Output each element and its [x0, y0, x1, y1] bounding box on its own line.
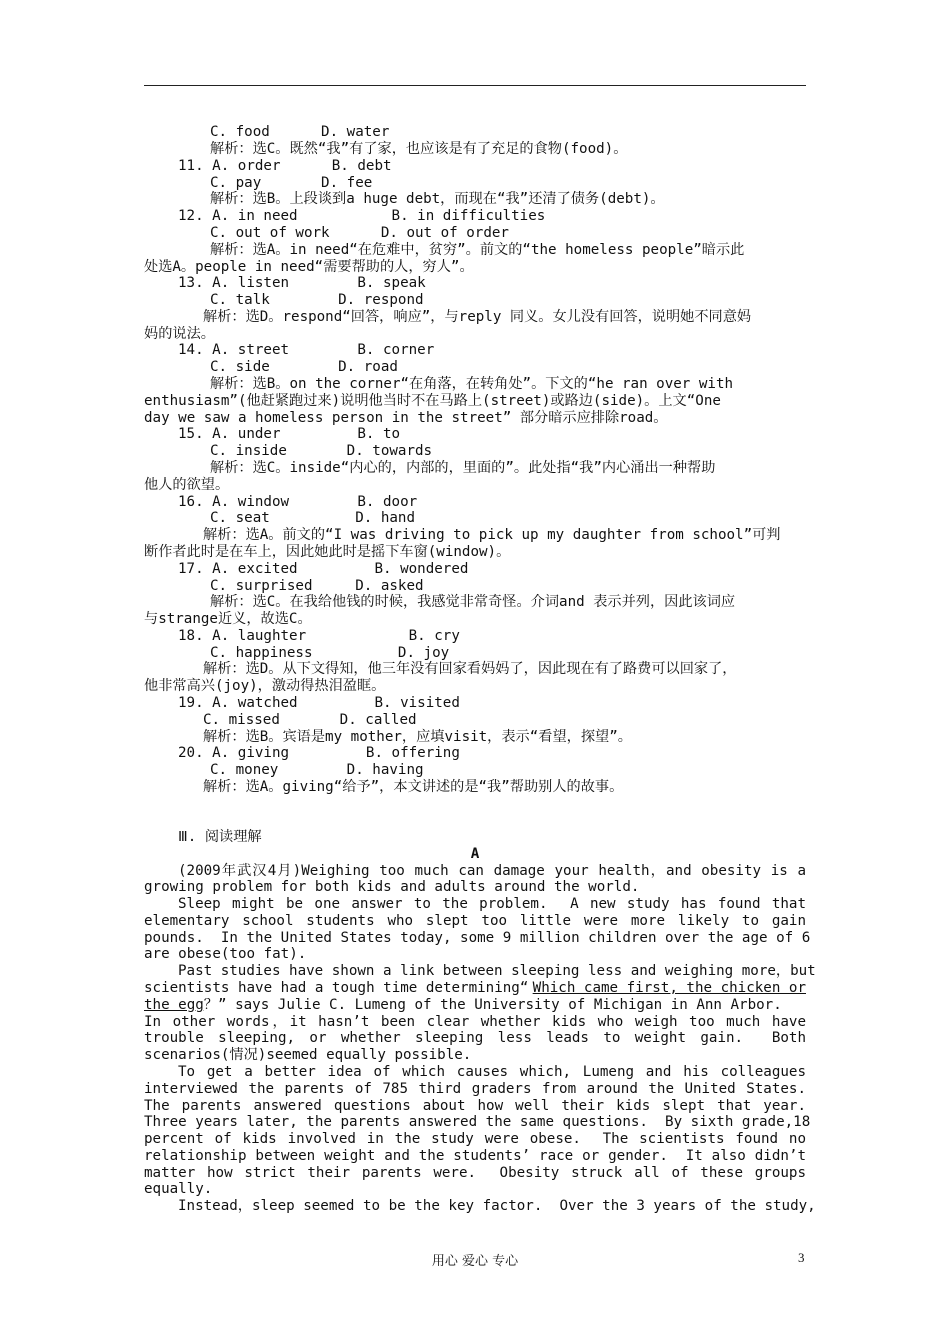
passage-line: Sleep might be one answer to the problem. A new study has found that	[178, 896, 806, 912]
explanation-cont: enthusiasm”(他赶紧跑过来)说明他当时不在马路上(street)或路边(side)。上文“One	[144, 393, 721, 409]
question-line: 20. A. giving B. offering	[178, 745, 460, 761]
passage-line: are obese(too fat).	[144, 946, 307, 962]
underlined-quote: the egg	[144, 997, 204, 1013]
option-line: C. talk D. respond	[210, 292, 424, 308]
passage-line: Past studies have shown a link between sleeping less and weighing more，but	[178, 963, 816, 979]
option-line: C. money D. having	[210, 762, 424, 778]
option-line: C. inside D. towards	[210, 443, 433, 459]
question-line: 19. A. watched B. visited	[178, 695, 460, 711]
option-line: C. pay D. fee	[210, 175, 373, 191]
explanation: 解析：选C。inside“内心的，内部的，里面的”。此处指“我”内心涌出一种帮助	[210, 460, 716, 476]
explanation-cont: 妈的说法。	[144, 326, 215, 342]
passage-line: pounds. In the United States today, some 9 million children over the age of 6	[144, 930, 811, 946]
option-line: C. surprised D. asked	[210, 578, 424, 594]
explanation-cont: 他人的欲望。	[144, 477, 230, 493]
passage-line: scenarios(情况)seemed equally possible.	[144, 1047, 472, 1063]
explanation: 解析：选C。既然“我”有了家，也应该是有了充足的食物(food)。	[210, 141, 628, 157]
option-line: C. seat D. hand	[210, 510, 415, 526]
explanation: 解析：选A。giving“给予”，本文讲述的是“我”帮助别人的故事。	[203, 779, 624, 795]
underlined-quote: Which came first, the chicken or	[532, 980, 806, 996]
explanation: 解析：选B。上段谈到a huge debt，而现在“我”还清了债务(debt)。	[210, 191, 665, 207]
explanation-cont: 断作者此时是在车上，因此她此时是摇下车窗(window)。	[144, 544, 511, 560]
passage-line: Three years later, the parents answered the same questions. By sixth grade,18	[144, 1114, 811, 1130]
explanation-cont: 与strange近义，故选C。	[144, 611, 312, 627]
passage-line: To get a better idea of which causes which, Lumeng and his colleagues	[178, 1064, 806, 1080]
passage-line-quote	[144, 980, 806, 997]
explanation-cont: 他非常高兴(joy)，激动得热泪盈眶。	[144, 678, 386, 694]
explanation-cont: day we saw a homeless person in the street” 部分暗示应排除road。	[144, 410, 668, 426]
option-line: C. food D. water	[210, 124, 390, 140]
explanation-cont: 处选A。people in need“需要帮助的人，穷人”。	[144, 259, 474, 275]
section-title: Ⅲ. 阅读理解	[178, 829, 262, 845]
passage-text: ？” says Julie C. Lumeng of the University of Michigan in Ann Arbor.	[203, 997, 782, 1013]
question-line: 15. A. under B. to	[178, 426, 401, 442]
explanation: 解析：选B。on the corner“在角落，在转角处”。下文的“he ran over with	[210, 376, 734, 392]
passage-line: elementary school students who slept too little were more likely to gain	[144, 913, 806, 929]
question-line: 11. A. order B. debt	[178, 158, 392, 174]
header-rule	[144, 85, 806, 86]
passage-line: trouble sleeping, or whether sleeping less leads to weight gain. Both	[144, 1030, 806, 1046]
passage-line: In other words，it hasn’t been clear whether kids who weigh too much have	[144, 1014, 806, 1030]
option-line: C. missed D. called	[203, 712, 417, 728]
passage-line: Instead，sleep seemed to be the key factor. Over the 3 years of the study,	[178, 1198, 816, 1214]
passage-line: interviewed the parents of 785 third graders from around the United States.	[144, 1081, 806, 1097]
question-line: 18. A. laughter B. cry	[178, 628, 460, 644]
passage-line: matter how strict their parents were. Obesity struck all of these groups	[144, 1165, 806, 1181]
passage-text: scientists have had a tough time determining“	[144, 980, 529, 996]
question-line: 14. A. street B. corner	[178, 342, 435, 358]
page-number: 3	[798, 1250, 805, 1265]
passage-line: equally.	[144, 1181, 213, 1197]
passage-line: The parents answered questions about how well their kids slept that year.	[144, 1098, 806, 1114]
explanation: 解析：选A。前文的“I was driving to pick up my daughter from school”可判	[203, 527, 781, 543]
page-footer: 用心 爱心 专心	[431, 1254, 519, 1269]
passage-label: A	[470, 846, 480, 862]
passage-line: percent of kids involved in the study were obese. The scientists found no	[144, 1131, 806, 1147]
explanation: 解析：选B。宾语是my mother，应填visit，表示“看望，探望”。	[203, 729, 632, 745]
question-line: 13. A. listen B. speak	[178, 275, 426, 291]
passage-line-quote-end	[144, 997, 782, 1014]
question-line: 16. A. window B. door	[178, 494, 418, 510]
question-line: 12. A. in need B. in difficulties	[178, 208, 546, 224]
option-line: C. out of work D. out of order	[210, 225, 509, 241]
explanation: 解析：选C。在我给他钱的时候，我感觉非常奇怪。介词and 表示并列，因此该词应	[210, 594, 736, 610]
option-line: C. side D. road	[210, 359, 398, 375]
explanation: 解析：选D。从下文得知，他三年没有回家看妈妈了，因此现在有了路费可以回家了，	[203, 661, 737, 677]
passage-line: growing problem for both kids and adults around the world.	[144, 879, 640, 895]
option-line: C. happiness D. joy	[210, 645, 450, 661]
explanation: 解析：选D。respond“回答，响应”，与reply 同义。女儿没有回答，说明她不同意妈	[203, 309, 752, 325]
passage-line: relationship between weight and the students’ race or gender. It also didn’t	[144, 1148, 806, 1164]
explanation: 解析：选A。in need“在危难中，贫穷”。前文的“the homeless people”暗示此	[210, 242, 745, 258]
question-line: 17. A. excited B. wondered	[178, 561, 469, 577]
passage-line: (2009年武汉4月)Weighing too much can damage your health，and obesity is a	[178, 863, 806, 879]
